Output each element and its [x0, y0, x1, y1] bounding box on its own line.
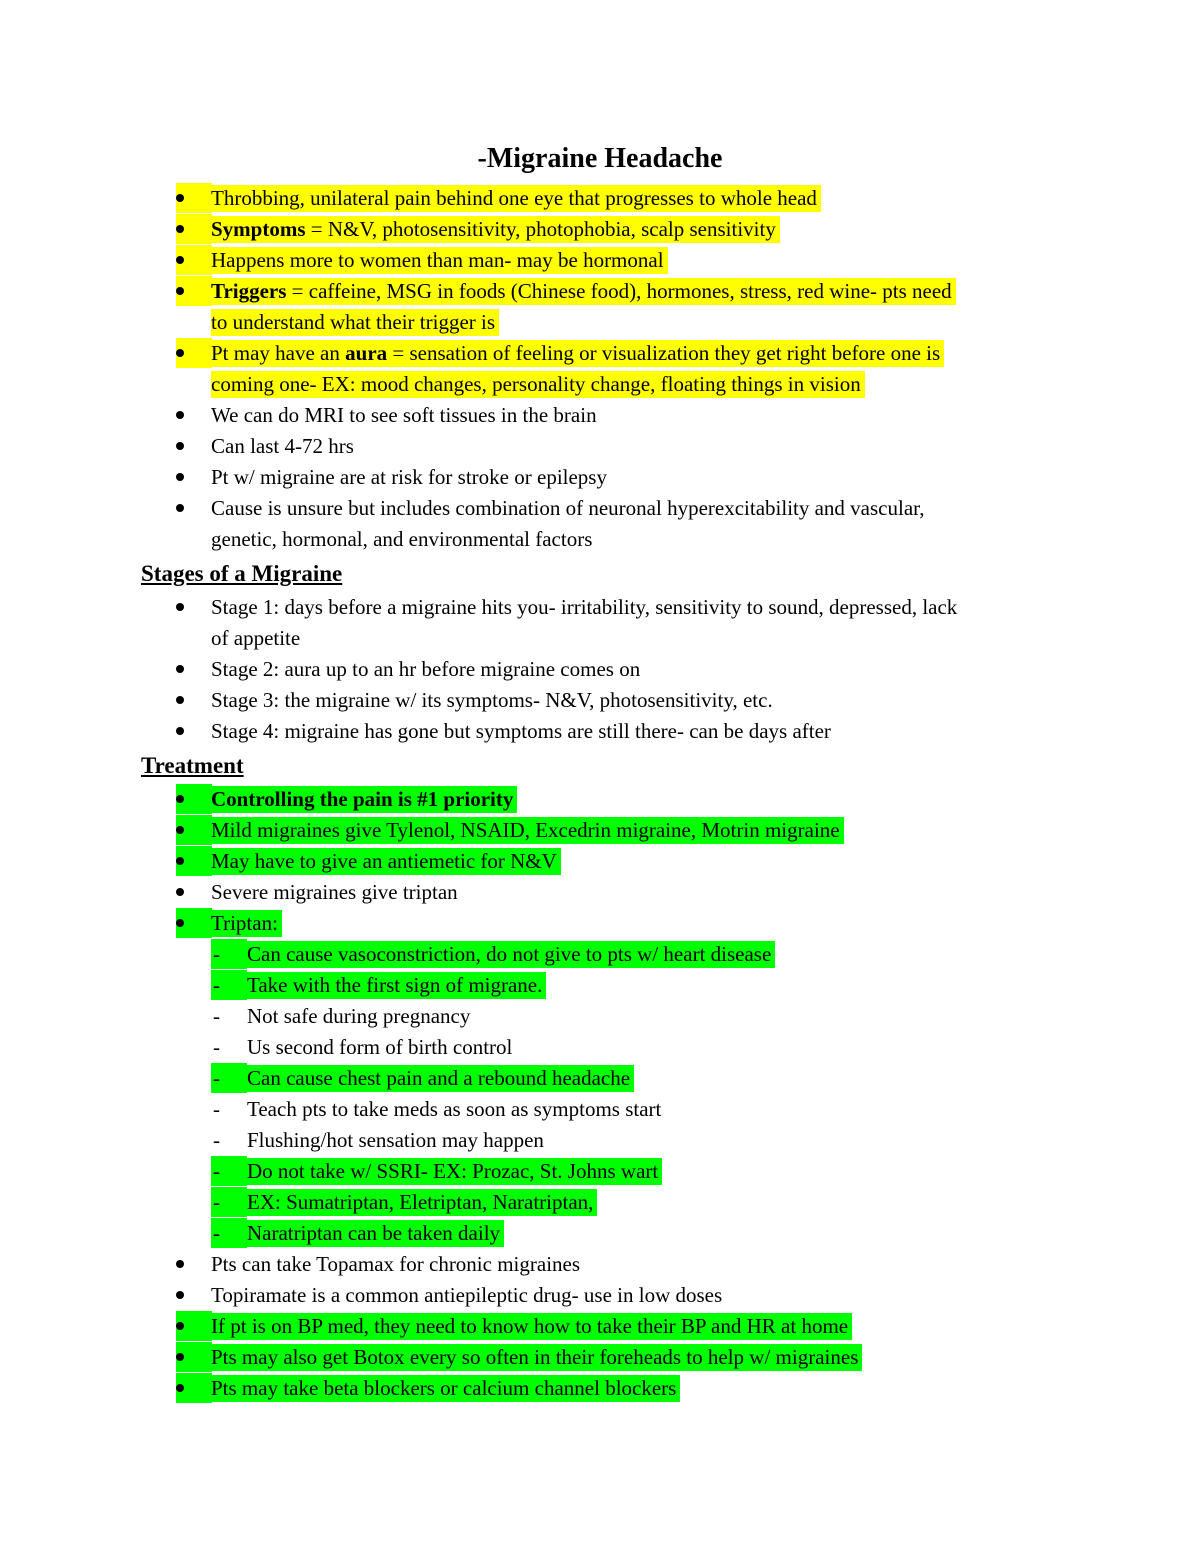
bullet-icon	[176, 1322, 184, 1330]
bullet-icon	[176, 1291, 184, 1299]
dash-marker: -	[213, 1097, 220, 1121]
bullet-icon	[176, 1260, 184, 1268]
sub-list-item: Teach pts to take meds as soon as symptoms start	[247, 1097, 662, 1121]
dash-marker: -	[213, 973, 220, 997]
list-item-continuation: to understand what their trigger is	[211, 307, 499, 338]
bullet-highlight	[176, 784, 212, 814]
dash-marker: -	[213, 1221, 220, 1245]
dash-marker: -	[213, 1128, 220, 1152]
bullet-highlight	[176, 338, 212, 368]
dash-marker: -	[213, 1035, 220, 1059]
list-item: Pts can take Topamax for chronic migraines	[211, 1252, 581, 1276]
list-item: Stage 1: days before a migraine hits you- irritability, sensitivity to sound, depressed, lack	[211, 595, 958, 619]
list-item: Triptan:	[211, 908, 282, 939]
bullet-icon	[176, 256, 184, 264]
dash-marker: -	[213, 1190, 220, 1214]
list-item: We can do MRI to see soft tissues in the brain	[211, 403, 597, 427]
dash-marker: -	[213, 942, 220, 966]
bullet-highlight	[176, 183, 212, 213]
bullet-icon	[176, 727, 184, 735]
page-title: -Migraine Headache	[477, 143, 723, 174]
bullet-icon	[176, 225, 184, 233]
section-heading-treatment: Treatment	[141, 753, 244, 778]
sub-list-item: Not safe during pregnancy	[247, 1004, 471, 1028]
list-item: If pt is on BP med, they need to know how to take their BP and HR at home	[211, 1311, 852, 1342]
sub-list-item: Take with the first sign of migrane.	[247, 970, 546, 1001]
sub-list-item: Can cause chest pain and a rebound headache	[247, 1063, 634, 1094]
list-item: Throbbing, unilateral pain behind one eye that progresses to whole head	[211, 183, 821, 214]
list-item: Stage 2: aura up to an hr before migraine comes on	[211, 657, 641, 681]
bullet-icon	[176, 857, 184, 865]
bullet-highlight	[176, 1373, 212, 1403]
list-item: Symptoms = N&V, photosensitivity, photophobia, scalp sensitivity	[211, 214, 780, 245]
bullet-icon	[176, 603, 184, 611]
bullet-icon	[176, 1353, 184, 1361]
list-item: Cause is unsure but includes combination of neuronal hyperexcitability and vascular,	[211, 496, 925, 520]
list-item: Severe migraines give triptan	[211, 880, 458, 904]
bullet-highlight	[176, 214, 212, 244]
section-heading-stages: Stages of a Migraine	[141, 561, 343, 586]
bullet-icon	[176, 349, 184, 357]
list-item: Stage 4: migraine has gone but symptoms are still there- can be days after	[211, 719, 831, 743]
bullet-icon	[176, 194, 184, 202]
list-item: Pt may have an aura = sensation of feeling or visualization they get right before one is	[211, 338, 944, 369]
bullet-icon	[176, 795, 184, 803]
bullet-highlight	[176, 245, 212, 275]
bullet-highlight	[176, 908, 212, 938]
bullet-icon	[176, 442, 184, 450]
list-item: Triggers = caffeine, MSG in foods (Chinese food), hormones, stress, red wine- pts need	[211, 276, 956, 307]
bullet-highlight	[176, 815, 212, 845]
bullet-icon	[176, 919, 184, 927]
list-item: Pts may take beta blockers or calcium channel blockers	[211, 1373, 680, 1404]
list-item: Pt w/ migraine are at risk for stroke or epilepsy	[211, 465, 607, 489]
bullet-highlight	[176, 846, 212, 876]
bullet-icon	[176, 826, 184, 834]
list-item: Pts may also get Botox every so often in their foreheads to help w/ migraines	[211, 1342, 862, 1373]
bullet-icon	[176, 411, 184, 419]
sub-list-item: Us second form of birth control	[247, 1035, 513, 1059]
sub-list-item: Flushing/hot sensation may happen	[247, 1128, 544, 1152]
bullet-icon	[176, 504, 184, 512]
sub-list-item: Do not take w/ SSRI- EX: Prozac, St. Johns wart	[247, 1156, 662, 1187]
list-item-continuation: coming one- EX: mood changes, personality change, floating things in vision	[211, 369, 865, 400]
bullet-highlight	[176, 1311, 212, 1341]
bullet-icon	[176, 696, 184, 704]
bullet-highlight	[176, 1342, 212, 1372]
list-item: Happens more to women than man- may be hormonal	[211, 245, 668, 276]
dash-marker: -	[213, 1066, 220, 1090]
list-item: May have to give an antiemetic for N&V	[211, 846, 561, 877]
sub-list-item: Can cause vasoconstriction, do not give to pts w/ heart disease	[247, 939, 775, 970]
dash-marker: -	[213, 1159, 220, 1183]
list-item: Mild migraines give Tylenol, NSAID, Excedrin migraine, Motrin migraine	[211, 815, 844, 846]
bullet-icon	[176, 888, 184, 896]
bullet-icon	[176, 287, 184, 295]
sub-list-item: EX: Sumatriptan, Eletriptan, Naratriptan,	[247, 1187, 597, 1218]
list-item: Topiramate is a common antiepileptic drug- use in low doses	[211, 1283, 723, 1307]
bullet-highlight	[176, 276, 212, 306]
bullet-icon	[176, 1384, 184, 1392]
bullet-icon	[176, 665, 184, 673]
sub-list-item: Naratriptan can be taken daily	[247, 1218, 504, 1249]
bullet-icon	[176, 473, 184, 481]
list-item-continuation: of appetite	[211, 626, 301, 650]
list-item: Can last 4-72 hrs	[211, 434, 354, 458]
list-item: Stage 3: the migraine w/ its symptoms- N&V, photosensitivity, etc.	[211, 688, 773, 712]
list-item-continuation: genetic, hormonal, and environmental factors	[211, 527, 593, 551]
list-item: Controlling the pain is #1 priority	[211, 784, 517, 815]
dash-marker: -	[213, 1004, 220, 1028]
